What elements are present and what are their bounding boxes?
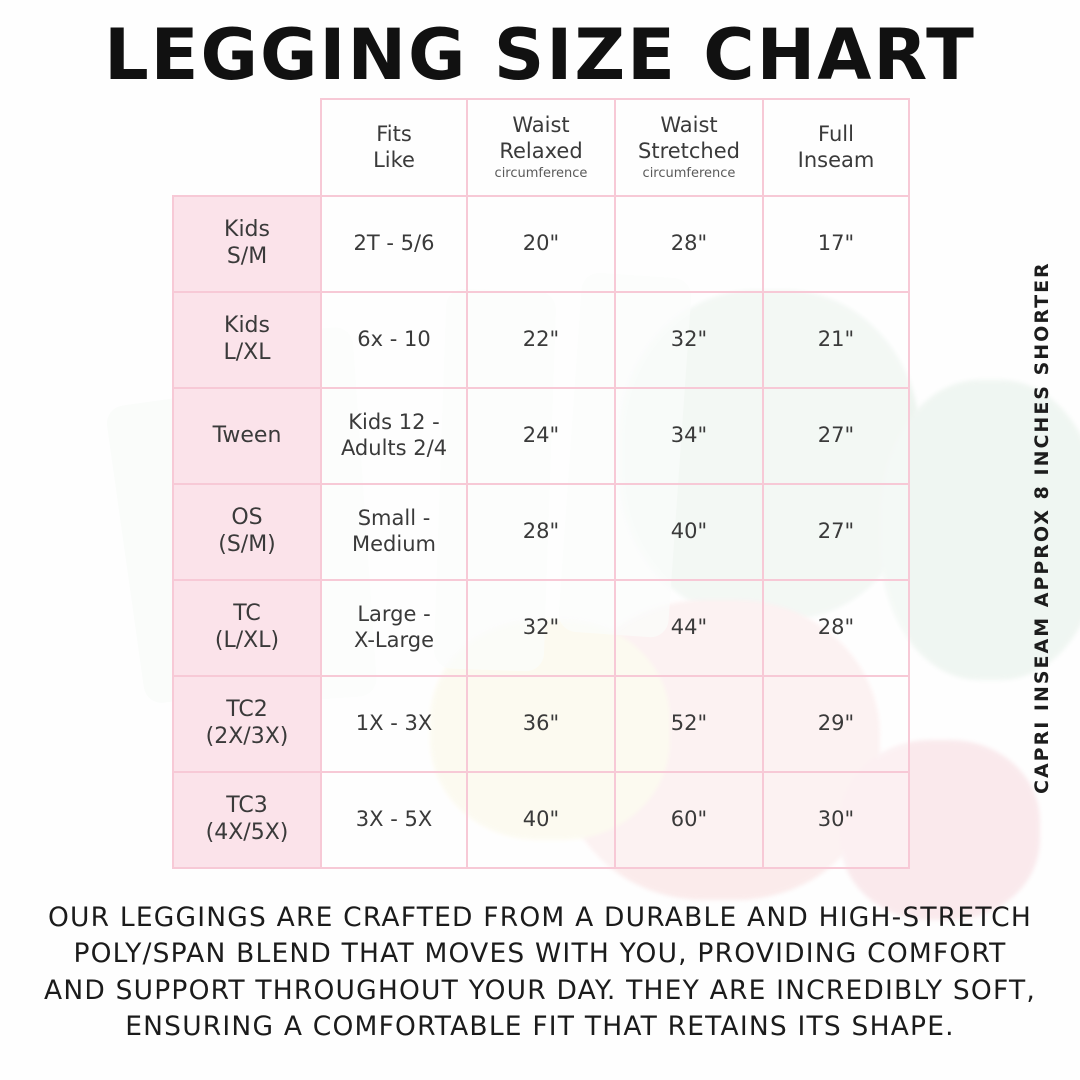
footer-line-3: AND SUPPORT THROUGHOUT YOUR DAY. THEY ARE INCREDIBLY SOFT,	[44, 974, 1036, 1006]
row-size-label: OS (S/M)	[173, 484, 321, 580]
header-fits-like-line1: Fits	[376, 121, 412, 146]
footer-line-4: ENSURING A COMFORTABLE FIT THAT RETAINS ITS SHAPE.	[125, 1011, 955, 1043]
table-row	[173, 676, 909, 772]
cell-fits-like: Kids 12 - Adults 2/4	[321, 388, 467, 484]
row-size-label: Kids S/M	[173, 196, 321, 292]
header-waist-relaxed	[467, 99, 615, 196]
cell-waist-stretched: 60"	[615, 772, 763, 868]
cell-waist-stretched: 28"	[615, 196, 763, 292]
cell-waist-stretched: 52"	[615, 676, 763, 772]
cell-fits-like: 6x - 10	[321, 292, 467, 388]
cell-full-inseam: 17"	[763, 196, 909, 292]
cell-waist-stretched: 32"	[615, 292, 763, 388]
cell-waist-relaxed: 40"	[467, 772, 615, 868]
cell-waist-stretched: 40"	[615, 484, 763, 580]
cell-waist-relaxed: 36"	[467, 676, 615, 772]
header-waist-stretched-sub: circumference	[642, 166, 736, 182]
header-waist-relaxed-sub: circumference	[494, 166, 588, 182]
row-size-label: Tween	[173, 388, 321, 484]
header-fits-like-line2: Like	[373, 147, 415, 172]
header-full-inseam-line1: Full	[818, 121, 854, 146]
row-size-label: TC3 (4X/5X)	[173, 772, 321, 868]
header-waist-stretched-line1: Waist	[660, 112, 718, 137]
cell-fits-like: Large - X-Large	[321, 580, 467, 676]
row-size-label: TC (L/XL)	[173, 580, 321, 676]
header-corner-blank	[173, 99, 321, 196]
cell-full-inseam: 29"	[763, 676, 909, 772]
header-waist-relaxed-line2: Relaxed	[499, 138, 583, 163]
cell-full-inseam: 27"	[763, 388, 909, 484]
cell-waist-relaxed: 22"	[467, 292, 615, 388]
header-waist-stretched-line2: Stretched	[638, 138, 740, 163]
capri-inseam-note: CAPRI INSEAM APPROX 8 INCHES SHORTER	[1031, 261, 1053, 795]
table-row	[173, 580, 909, 676]
table-row	[173, 772, 909, 868]
cell-waist-relaxed: 24"	[467, 388, 615, 484]
table-row	[173, 292, 909, 388]
cell-fits-like: 3X - 5X	[321, 772, 467, 868]
footer-description	[40, 900, 1040, 1046]
header-waist-relaxed-line1: Waist	[512, 112, 570, 137]
cell-full-inseam: 27"	[763, 484, 909, 580]
cell-waist-relaxed: 32"	[467, 580, 615, 676]
cell-fits-like: Small - Medium	[321, 484, 467, 580]
header-fits-like	[321, 99, 467, 196]
cell-fits-like: 1X - 3X	[321, 676, 467, 772]
cell-waist-stretched: 44"	[615, 580, 763, 676]
header-waist-stretched	[615, 99, 763, 196]
page-title: LEGGING SIZE CHART	[104, 14, 976, 96]
table-header-row	[173, 99, 909, 196]
table-row	[173, 484, 909, 580]
header-full-inseam-line2: Inseam	[797, 147, 875, 172]
row-size-label: TC2 (2X/3X)	[173, 676, 321, 772]
cell-full-inseam: 21"	[763, 292, 909, 388]
table-body	[173, 196, 909, 868]
table-header	[173, 99, 909, 196]
cell-full-inseam: 28"	[763, 580, 909, 676]
size-chart-table	[172, 98, 910, 869]
table-row	[173, 196, 909, 292]
footer-line-1: OUR LEGGINGS ARE CRAFTED FROM A DURABLE AND HIGH-STRETCH	[47, 901, 1032, 933]
cell-waist-relaxed: 28"	[467, 484, 615, 580]
footer-line-2: POLY/SPAN BLEND THAT MOVES WITH YOU, PROVIDING COMFORT	[73, 938, 1007, 970]
cell-waist-relaxed: 20"	[467, 196, 615, 292]
cell-waist-stretched: 34"	[615, 388, 763, 484]
size-chart-table-wrapper	[172, 98, 908, 869]
row-size-label: Kids L/XL	[173, 292, 321, 388]
header-full-inseam	[763, 99, 909, 196]
table-row	[173, 388, 909, 484]
cell-fits-like: 2T - 5/6	[321, 196, 467, 292]
cell-full-inseam: 30"	[763, 772, 909, 868]
